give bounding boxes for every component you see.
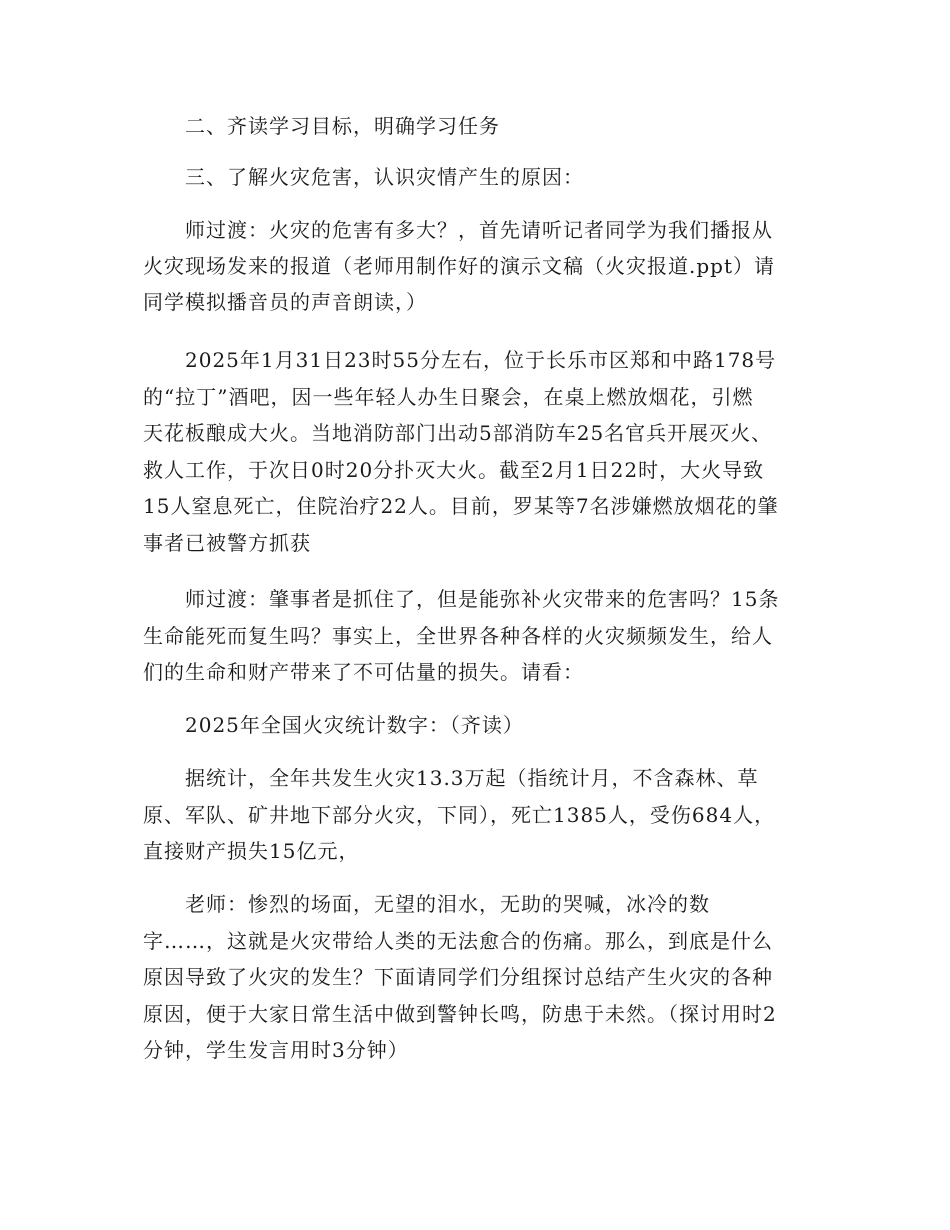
text-line: 2025年1月31日23时55分左右，位于长乐市区郑和中路178号 [185, 348, 777, 372]
heading-step-three [143, 161, 811, 193]
text-line: 分钟，学生发言用时3分钟） [143, 1038, 409, 1062]
heading-step-two [143, 110, 811, 142]
text-line: 字……，这就是火灾带给人类的无法愈合的伤痛。那么，到底是什么 [143, 928, 773, 953]
text-line: 三、了解火灾危害，认识灾情产生的原因： [185, 165, 584, 189]
text-line: 师过渡：火灾的危害有多大？，首先请听记者同学为我们播报从 [185, 218, 773, 242]
paragraph-teacher-transition-2 [143, 581, 811, 691]
text-line: 救人工作，于次日0时20分扑灭大火。截至2月1日22时，大火导致 [143, 457, 765, 482]
text-line: 火灾现场发来的报道（老师用制作好的演示文稿（火灾报道.ppt）请 [143, 254, 775, 278]
paragraph-statistics-heading [143, 709, 811, 741]
text-line: 原因导致了火灾的发生？下面请同学们分组探讨总结产生火灾的各种 [143, 965, 773, 989]
text-line: 事者已被警方抓获 [143, 530, 311, 555]
text-line: 二、齐读学习目标，明确学习任务 [185, 114, 500, 138]
paragraph-teacher-discussion [143, 886, 811, 1069]
text-line: 原因，便于大家日常生活中做到警钟长鸣，防患于未然。（探讨用时2 [143, 1001, 777, 1026]
text-line: 原、军队、矿井地下部分火灾，下同），死亡1385人，受伤684人， [143, 802, 776, 827]
text-line: 15人窒息死亡，住院治疗22人。目前，罗某等7名涉嫌燃放烟花的肇 [143, 494, 779, 518]
text-line: 老师：惨烈的场面，无望的泪水，无助的哭喊，冰冷的数 [185, 892, 710, 916]
text-line: 天花板酿成大火。当地消防部门出动5部消防车25名官兵开展灭火、 [143, 421, 773, 445]
paragraph-teacher-transition-1 [143, 212, 811, 320]
text-line: 生命能死而复生吗？事实上，全世界各种各样的火灾频频发生，给人 [143, 623, 773, 648]
paragraph-news-report [143, 342, 811, 561]
text-line: 师过渡：肇事者是抓住了，但是能弥补火灾带来的危害吗？15条 [185, 587, 780, 611]
text-line: 同学模拟播音员的声音朗读，） [143, 290, 427, 314]
text-line: 据统计，全年共发生火灾13.3万起（指统计月，不含森林、草 [185, 766, 759, 790]
text-line: 2025年全国火灾统计数字：（齐读） [185, 713, 524, 737]
paragraph-statistics [143, 760, 811, 870]
text-line: 直接财产损失15亿元， [143, 839, 360, 863]
text-line: 的“拉丁”酒吧，因一些年轻人办生日聚会，在桌上燃放烟花，引燃 [143, 384, 754, 409]
text-line: 们的生命和财产带来了不可估量的损失。请看： [143, 660, 584, 684]
